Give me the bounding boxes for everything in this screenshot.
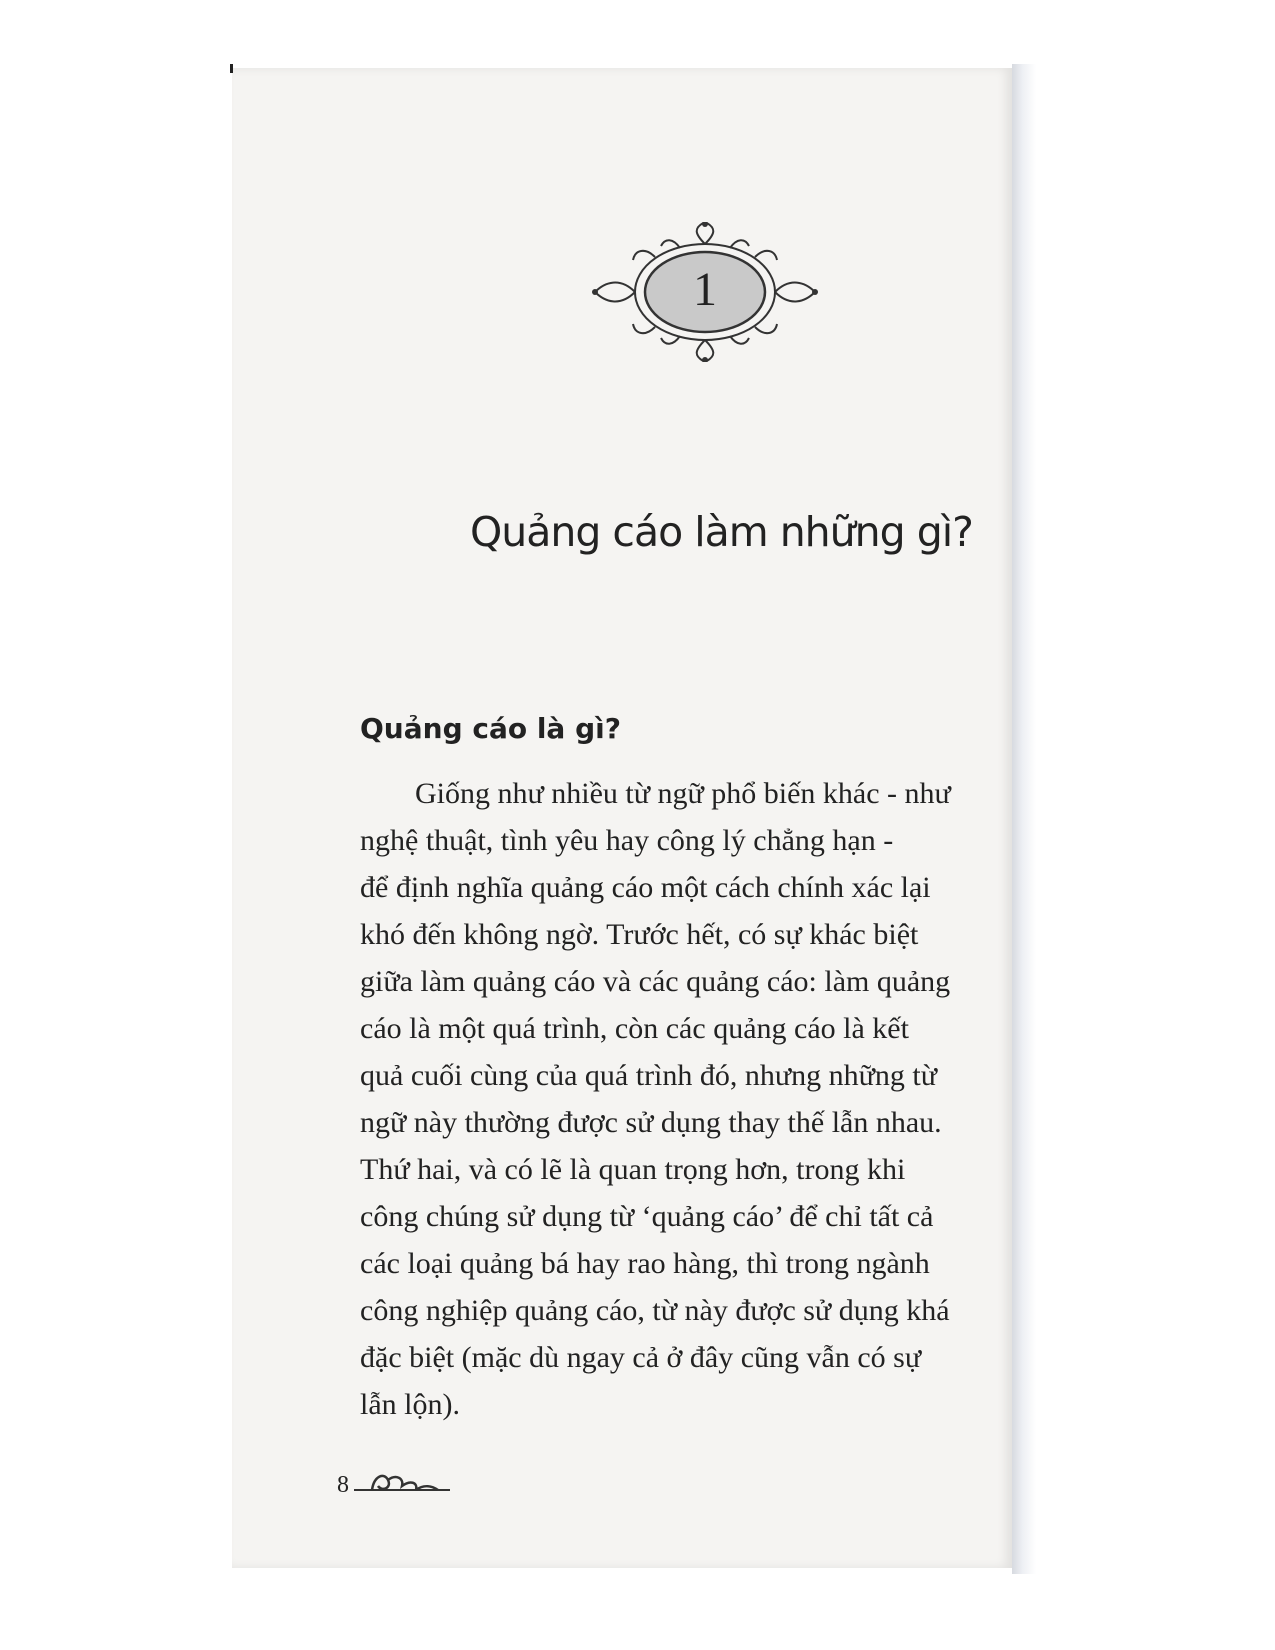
body-line: cáo là một quá trình, còn các quảng cáo là kết	[360, 1012, 909, 1045]
body-paragraph	[360, 770, 1000, 1428]
body-line: công chúng sử dụng từ ‘quảng cáo’ để chỉ tất cả	[360, 1200, 934, 1233]
body-line: giữa làm quảng cáo và các quảng cáo: làm quảng	[360, 965, 951, 998]
section-heading: Quảng cáo là gì?	[360, 712, 621, 745]
body-line: Thứ hai, và có lẽ là quan trọng hơn, trong khi	[360, 1153, 906, 1186]
chapter-title: Quảng cáo làm những gì?	[470, 508, 973, 556]
body-line: ngữ này thường được sử dụng thay thế lẫn nhau.	[360, 1106, 942, 1139]
page-edge	[1012, 64, 1036, 1574]
body-line: đặc biệt (mặc dù ngay cả ở đây cũng vẫn có sự	[360, 1341, 922, 1374]
body-line: nghệ thuật, tình yêu hay công lý chẳng hạn -	[360, 824, 894, 857]
body-line: Giống như nhiều từ ngữ phổ biến khác - như	[415, 777, 951, 810]
chapter-number: 1	[693, 263, 717, 316]
body-line: lẫn lộn).	[360, 1388, 460, 1421]
corner-mark	[230, 64, 233, 73]
flourish-icon	[352, 1468, 452, 1498]
body-line: khó đến không ngờ. Trước hết, có sự khác biệt	[360, 918, 919, 951]
body-line: để định nghĩa quảng cáo một cách chính xác lại	[360, 871, 931, 904]
body-line: công nghiệp quảng cáo, từ này được sử dụng khá	[360, 1294, 950, 1327]
page-number: 8	[337, 1472, 349, 1498]
body-line: các loại quảng bá hay rao hàng, thì trong ngành	[360, 1247, 930, 1280]
body-line: quả cuối cùng của quá trình đó, nhưng những từ	[360, 1059, 938, 1092]
